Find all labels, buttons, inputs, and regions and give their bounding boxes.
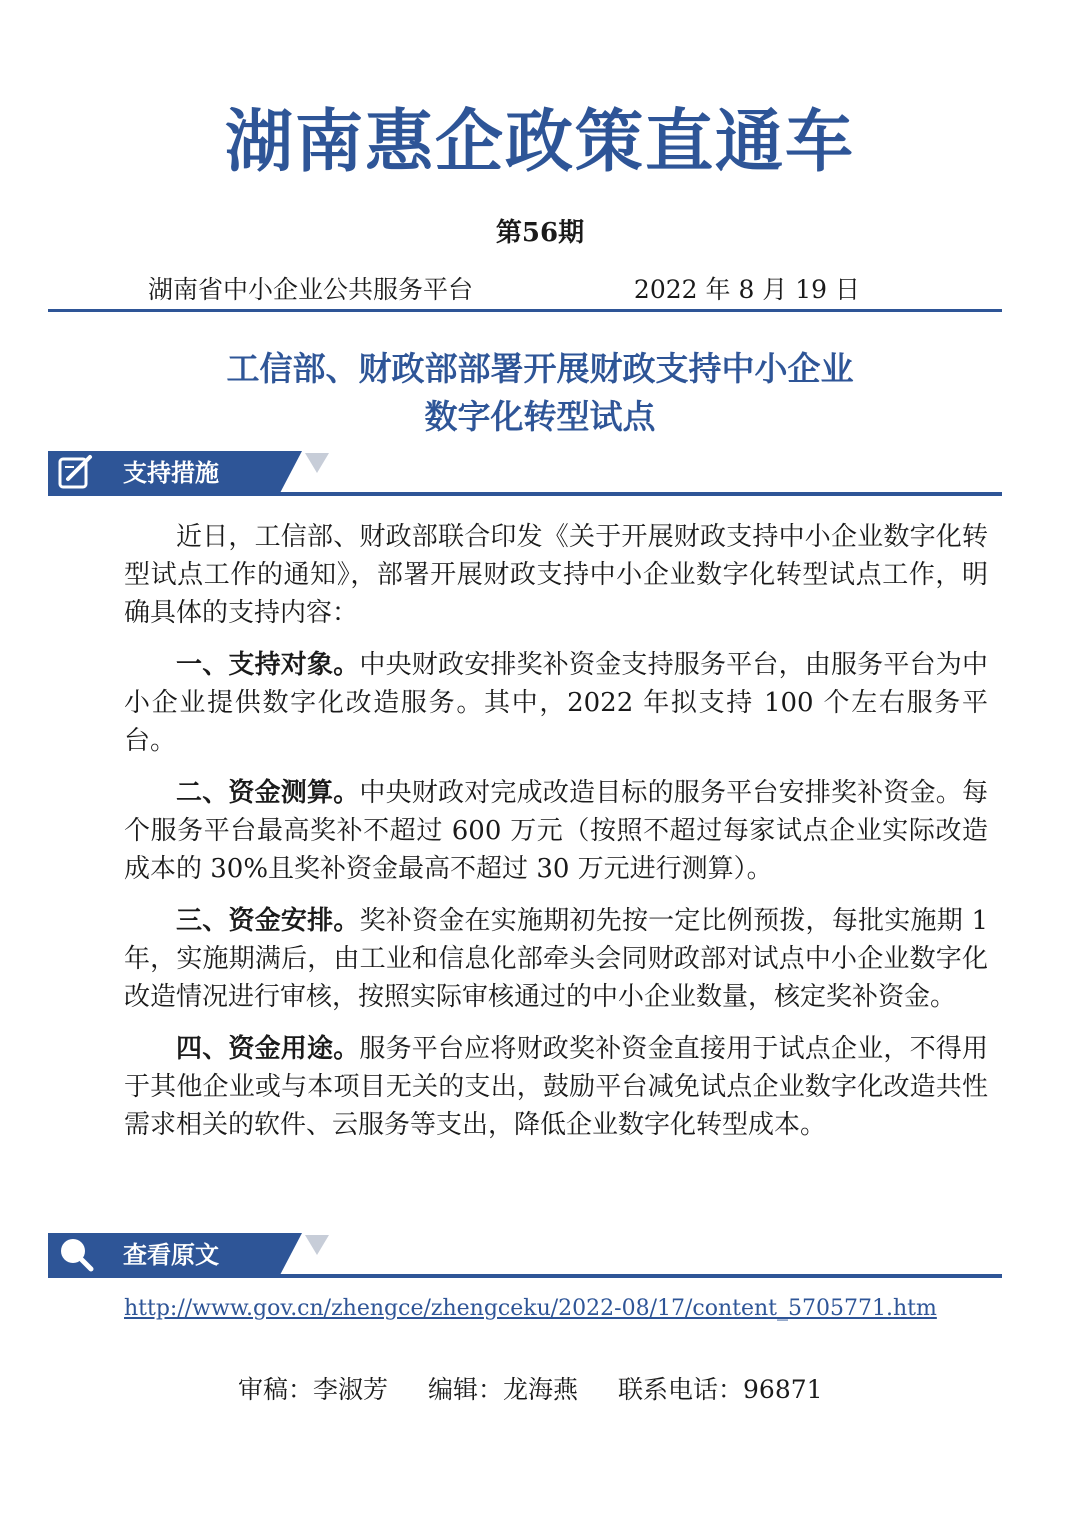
headline-line-1: 工信部、财政部部署开展财政支持中小企业: [226, 349, 854, 388]
header-divider: [48, 309, 1002, 312]
article-body: [124, 518, 988, 1158]
triangle-marker: [305, 453, 329, 473]
section-header-support: [48, 451, 1002, 497]
magnifier-icon: [56, 1235, 96, 1273]
triangle-marker: [305, 1235, 329, 1255]
article-headline: [0, 345, 1080, 441]
masthead-title: 湖南惠企政策直通车: [224, 103, 855, 182]
contact-phone: 联系电话：96871: [618, 1375, 823, 1404]
paragraph-2: 二、资金测算。中央财政对完成改造目标的服务平台安排奖补资金。每个服务平台最高奖补不超过 600 万元（按照不超过每家试点企业实际改造成本的 30%且奖补资金最高不超过 30 万元进行测算）。: [124, 778, 988, 884]
section-label-original: 查看原文: [123, 1241, 219, 1269]
source-link[interactable]: http://www.gov.cn/zhengce/zhengceku/2022-08/17/content_5705771.htm: [124, 1296, 937, 1321]
reviewer: 审稿：李淑芳: [238, 1375, 389, 1404]
meta-row: [148, 270, 860, 306]
issue-number: 第56期: [495, 218, 585, 248]
publisher: 湖南省中小企业公共服务平台: [148, 275, 474, 304]
headline-line-2: 数字化转型试点: [424, 397, 656, 436]
section-header-original: [48, 1233, 1002, 1279]
editor: 编辑：龙海燕: [428, 1375, 579, 1404]
section-label-support: 支持措施: [123, 459, 219, 487]
edit-note-icon: [56, 453, 96, 491]
paragraph-4: 四、资金用途。服务平台应将财政奖补资金直接用于试点企业，不得用于其他企业或与本项目无关的支出，鼓励平台减免试点企业数字化改造共性需求相关的软件、云服务等支出，降低企业数字化转型成本。: [124, 1034, 988, 1140]
publish-date: 2022 年 8 月 19 日: [633, 275, 860, 304]
paragraph-intro: 近日，工信部、财政部联合印发《关于开展财政支持中小企业数字化转型试点工作的通知》，部署开展财政支持中小企业数字化转型试点工作，明确具体的支持内容：: [124, 522, 988, 628]
paragraph-1: 一、支持对象。中央财政安排奖补资金支持服务平台，由服务平台为中小企业提供数字化改造服务。其中，2022 年拟支持 100 个左右服务平台。: [124, 650, 988, 756]
credits-footer: [238, 1370, 823, 1406]
paragraph-3: 三、资金安排。奖补资金在实施期初先按一定比例预拨，每批实施期 1 年，实施期满后，由工业和信息化部牵头会同财政部对试点中小企业数字化改造情况进行审核，按照实际审核通过的中小企业数量，核定奖补资金。: [124, 906, 988, 1012]
